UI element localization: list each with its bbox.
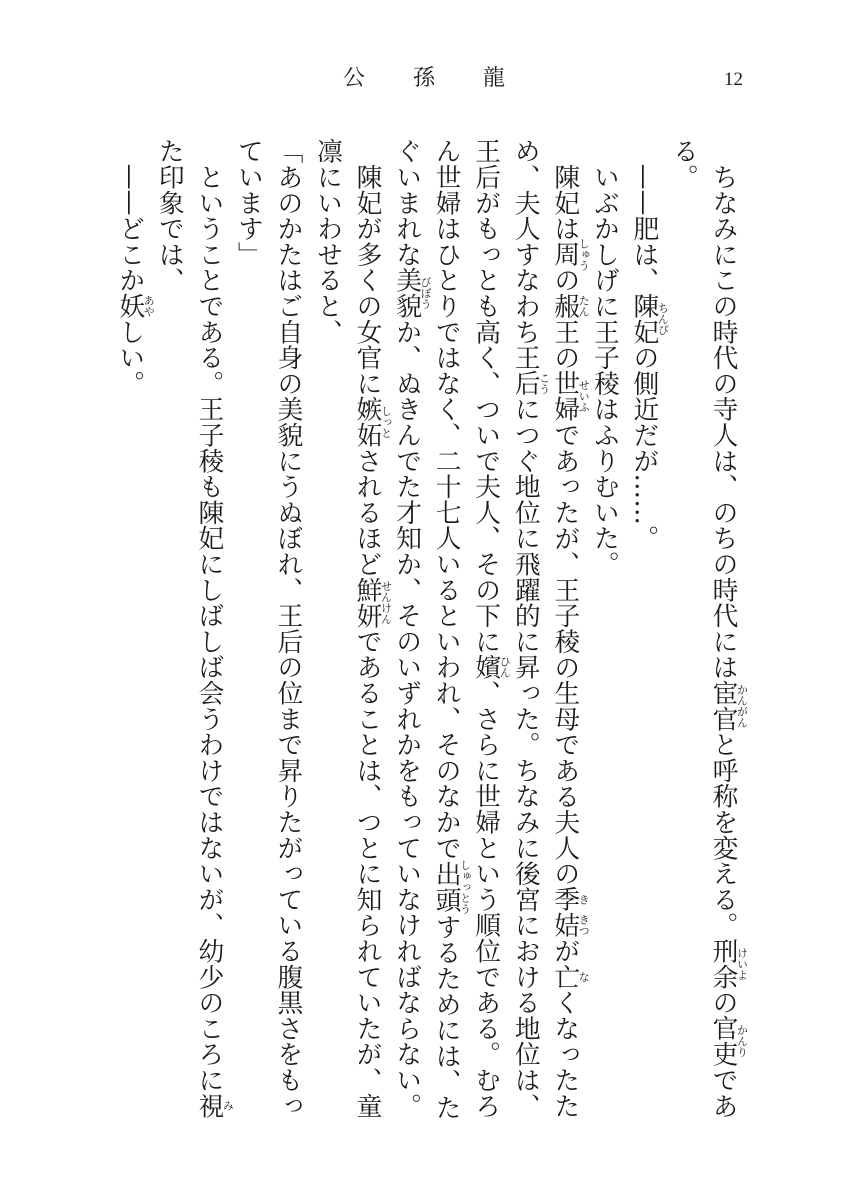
text-run: ぐいまれな <box>391 138 422 267</box>
text-run: ん世婦はひとりではなく、二十七人いるといわれ、そのなかで <box>431 138 462 861</box>
ruby-base: 妖 <box>114 292 145 319</box>
ruby-reading: かんがん <box>735 679 749 732</box>
text-run: る。 <box>668 138 699 190</box>
ruby-reading: ひん <box>498 654 512 680</box>
ruby-base: 刑余 <box>708 937 738 990</box>
text-run: か、ぬきんでた才知か、そのいずれかをもっていなければならない。 <box>391 318 422 1119</box>
text-run: であったが、王子稜の生母である夫人の <box>549 421 580 887</box>
ruby-base: 季 <box>549 886 580 913</box>
ruby-word <box>114 292 156 319</box>
ruby-reading: ちんぴ <box>656 292 670 345</box>
text-run: と呼称を変える。 <box>708 731 738 938</box>
ruby-reading: しゅっとう <box>458 859 472 915</box>
text-run: ています」 <box>233 138 264 267</box>
ruby-reading: けいよ <box>735 937 749 990</box>
ruby-reading: な <box>577 963 591 990</box>
text-run: 王后がもっとも高く、ついで夫人、その下に <box>470 138 501 654</box>
running-head-title: 公孫龍 <box>343 66 554 91</box>
ruby-base: 出頭 <box>431 859 462 915</box>
text-run: ちなみにこの時代の寺人は、のちの時代には <box>708 138 738 680</box>
ruby-reading: しっと <box>379 396 393 448</box>
text-run: につぐ地位に飛躍的に昇った。ちなみに後宮における地位は、 <box>510 396 541 1119</box>
text-run: 凛にいわせると、 <box>312 138 343 345</box>
ruby-base: 官吏 <box>708 1015 738 1067</box>
text-run: ということである。王子稜も陳妃にしばしば会うわけではないが、幼少のころに <box>193 138 224 1093</box>
ruby-reading: しゅう <box>577 237 591 271</box>
text-run: 陳妃は <box>549 138 580 242</box>
text-run: 、さらに世婦という順位である。むろ <box>470 679 501 1119</box>
ruby-base: 嫉妬 <box>352 396 383 448</box>
text-run: くなったた <box>549 989 580 1119</box>
text-run: ——どこか <box>114 138 145 293</box>
text-run: 「あのかたはご自身の美貌にうぬぼれ、王后の位まで昇りたがっている腹黒さをもっ <box>272 138 303 1119</box>
text-run: の <box>708 989 738 1016</box>
text-run: め、夫人すなわち王 <box>510 138 541 371</box>
text-run: するためには、た <box>431 913 462 1121</box>
ruby-reading: きつ <box>577 912 591 938</box>
ruby-reading: き <box>577 886 591 913</box>
ruby-base: 陳妃 <box>628 292 659 345</box>
ruby-base: 后 <box>510 370 541 397</box>
ruby-reading: びぼう <box>419 267 433 319</box>
ruby-base: 鮮妍 <box>352 576 383 629</box>
ruby-base: 世婦 <box>549 370 580 422</box>
ruby-base: 亡 <box>549 963 580 990</box>
text-run: の <box>549 267 580 293</box>
ruby-base: 視 <box>193 1092 224 1119</box>
text-run: 陳妃が多くの女官に <box>352 138 383 396</box>
ruby-reading: あや <box>142 292 156 319</box>
ruby-reading: こう <box>537 370 551 397</box>
text-run: であ <box>708 1066 738 1119</box>
ruby-base: 宦官 <box>708 679 738 732</box>
text-run: ——肥は、 <box>628 138 659 293</box>
text-run: いぶかしげに王子稜はふりむいた。 <box>589 138 620 577</box>
ruby-reading: せいふ <box>577 370 591 422</box>
ruby-base: 美貌 <box>391 267 422 319</box>
ruby-reading: かんり <box>735 1015 749 1067</box>
ruby-base: 赧 <box>549 292 580 319</box>
ruby-reading: み <box>221 1092 235 1119</box>
ruby-base: 周 <box>549 237 580 271</box>
text-run: た印象では、 <box>154 138 185 293</box>
page-number: 12 <box>724 69 743 90</box>
ruby-reading: せんけん <box>379 576 393 629</box>
ruby-reading: たん <box>577 292 591 319</box>
text-run: の側近だが……。 <box>628 344 659 551</box>
ruby-base: 姞 <box>549 912 580 938</box>
text-run: しい。 <box>114 318 145 397</box>
text-run: 王の <box>549 318 580 371</box>
text-run: されるほど <box>352 447 383 577</box>
text-run: であることは、つとに知られていたが、童 <box>352 628 383 1119</box>
text-column <box>100 138 160 1128</box>
ruby-base: 嬪 <box>470 654 501 680</box>
text-run: が <box>549 937 580 964</box>
